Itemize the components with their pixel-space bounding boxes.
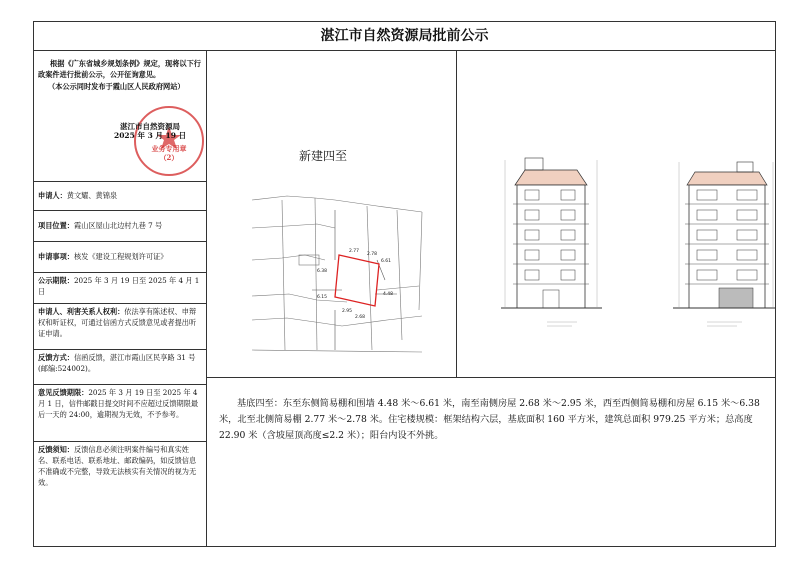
period-label: 公示期限： xyxy=(38,276,74,285)
official-seal xyxy=(134,106,204,176)
feedback-notes-label: 反馈须知： xyxy=(38,445,74,454)
site-plan xyxy=(207,50,457,377)
dim-north-2: 2.78 xyxy=(367,252,378,257)
request-value: 核发《建设工程规划许可证》 xyxy=(73,252,168,261)
intro-section xyxy=(34,50,206,182)
request-label: 申请事项： xyxy=(38,252,74,261)
dim-west-1: 6.15 xyxy=(317,295,328,300)
dim-south-1: 2.68 xyxy=(355,315,366,320)
dim-south-2: 2.95 xyxy=(342,309,353,314)
new-building-outline xyxy=(335,255,379,306)
rights-row xyxy=(34,304,206,350)
dim-east-2: 6.61 xyxy=(381,259,392,264)
feedback-deadline-row xyxy=(34,385,206,442)
intro-note: （本公示同时发布于霞山区人民政府网站） xyxy=(48,82,185,91)
notice-title: 湛江市自然资源局批前公示 xyxy=(34,22,775,51)
notice-frame xyxy=(33,21,776,547)
site-plan-title: 新建四至 xyxy=(299,149,348,163)
rights-value: 依法享有陈述权、申辩权和听证权，可通过信函方式反馈意见或者提出听证申请。 xyxy=(38,307,197,338)
description: 基底四至：东至东侧简易棚和围墙 4.48 米～6.61 米，南至南侧房屋 2.68 米～2.95 米，西至西侧简易棚和房屋 6.15 米～6.38 米，北至北侧简易棚 2.77 米～2.78 米。住宅楼规模：框架结构六层，基底面积 160 平方米，建筑总面积 979.25 平方米；总高度 22.90 米（含坡屋顶高度≤2.2 米）；阳台内设不外挑。 xyxy=(207,377,775,546)
rights-label: 申请人、利害关系人权利： xyxy=(38,307,125,316)
stamp-number: （2） xyxy=(159,153,179,162)
side-elevation xyxy=(673,162,775,326)
feedback-method-label: 反馈方式： xyxy=(38,353,74,362)
project-address-label: 项目位置： xyxy=(38,221,74,230)
period-row xyxy=(34,273,206,304)
intro-text: 根据《广东省城乡规划条例》规定，现将以下行政案件进行批前公示，公开征询意见。 xyxy=(38,59,201,79)
info-column xyxy=(34,50,207,546)
dim-north-1: 2.77 xyxy=(349,249,360,254)
applicant-label: 申请人： xyxy=(38,191,67,200)
feedback-method-value: 信函反馈，湛江市霞山区民享路 31 号(邮编:524002)。 xyxy=(38,353,196,373)
stamp-text: 业务专用章 xyxy=(151,144,187,153)
dim-west-2: 6.38 xyxy=(317,269,328,274)
project-address-row xyxy=(34,211,206,242)
seal-org: 湛江市自然资源局 xyxy=(120,122,181,131)
seal-date: 2025 年 3 月 19 日 xyxy=(114,131,187,140)
front-elevation xyxy=(501,158,602,326)
project-address-value: 霞山区屋山北边村九巷 7 号 xyxy=(73,221,163,230)
feedback-deadline-value: 2025 年 3 月 19 日至 2025 年 4 月 1 日，信件邮戳日提交时间不应超过反馈期限最后一天的 24:00，逾期视为无效，不予参考。 xyxy=(38,388,199,419)
applicant-row xyxy=(34,182,206,211)
elevation-drawings xyxy=(457,50,775,377)
seal-block xyxy=(114,122,186,140)
dim-east-1: 4.48 xyxy=(383,292,394,297)
applicant-value: 黄文耀、黄锦泉 xyxy=(66,191,118,200)
period-value: 2025 年 3 月 19 日至 2025 年 4 月 1 日 xyxy=(38,276,200,296)
request-row xyxy=(34,242,206,273)
feedback-method-row xyxy=(34,350,206,385)
feedback-notes-value: 反馈信息必须注明案件编号和真实姓名、联系电话、联系地址、邮政编码，如反馈信息不准确或不完整，导致无法核实有关情况的视为无效。 xyxy=(38,445,197,487)
feedback-notes-row xyxy=(34,442,206,546)
feedback-deadline-label: 意见反馈期限： xyxy=(38,388,89,397)
